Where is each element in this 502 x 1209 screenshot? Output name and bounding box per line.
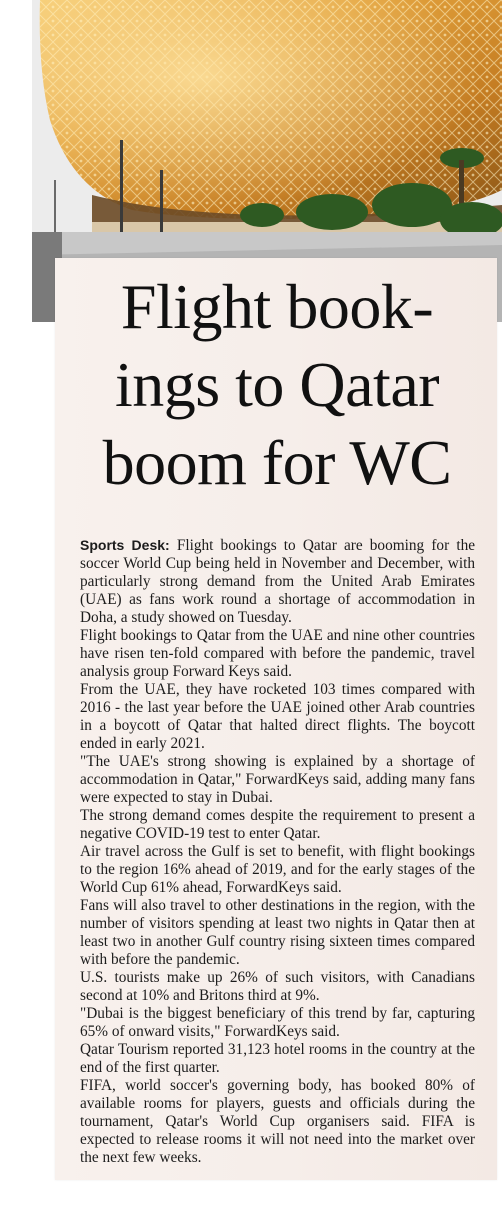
article-paragraph: Air travel across the Gulf is set to benefit, with flight bookings to the region 16% ahead of 2019, and for the early stages of the World Cup 61% ahead, ForwardKeys said. [80,843,475,896]
article-paragraph: Flight bookings to Qatar from the UAE and nine other countries have risen ten-fold compared with before the pandemic, travel analysis group Forward Keys said. [80,627,475,680]
article-paragraph: "The UAE's strong showing is explained by a shortage of accommodation in Qatar," ForwardKeys said, adding many fans were expected to stay in Dubai. [80,753,475,806]
byline: Sports Desk: [80,537,170,553]
article-paragraph: "Dubai is the biggest beneficiary of this trend by far, capturing 65% of onward visits," ForwardKeys said. [80,1005,475,1040]
article-paragraph: FIFA, world soccer's governing body, has booked 80% of available rooms for players, guests and officials during the tournament, Qatar's World Cup organisers said. FIFA is expected to release rooms it will not need into the market over the next few weeks. [80,1077,475,1166]
article-paragraph [80,536,475,627]
article-paragraph: The strong demand comes despite the requirement to present a negative COVID-19 test to enter Qatar. [80,807,475,842]
article-paragraph: U.S. tourists make up 26% of such visitors, with Canadians second at 10% and Britons third at 9%. [80,969,475,1004]
headline [72,268,482,502]
article-paragraph: Fans will also travel to other destinations in the region, with the number of visitors spending at least two nights in Qatar then at least two in another Gulf country rising sixteen times compared with before the pandemic. [80,897,475,968]
article-paragraph: From the UAE, they have rocketed 103 times compared with 2016 - the last year before the UAE joined other Arab countries in a boycott of Qatar that halted direct flights. The boycott ended in early 2021. [80,681,475,752]
headline-line: ings to Qatar [114,349,440,420]
article-paragraph: Qatar Tourism reported 31,123 hotel rooms in the country at the end of the first quarter. [80,1041,475,1076]
headline-line: boom for WC [102,427,452,498]
headline-line: Flight book- [120,271,434,342]
article-body [80,536,475,1167]
paragraph-text: Flight bookings to Qatar are booming for the soccer World Cup being held in November and December, with particularly strong demand from the United Arab Emirates (UAE) as fans work round a shortage of accommodation in Doha, a study showed on Tuesday. [80,537,476,626]
